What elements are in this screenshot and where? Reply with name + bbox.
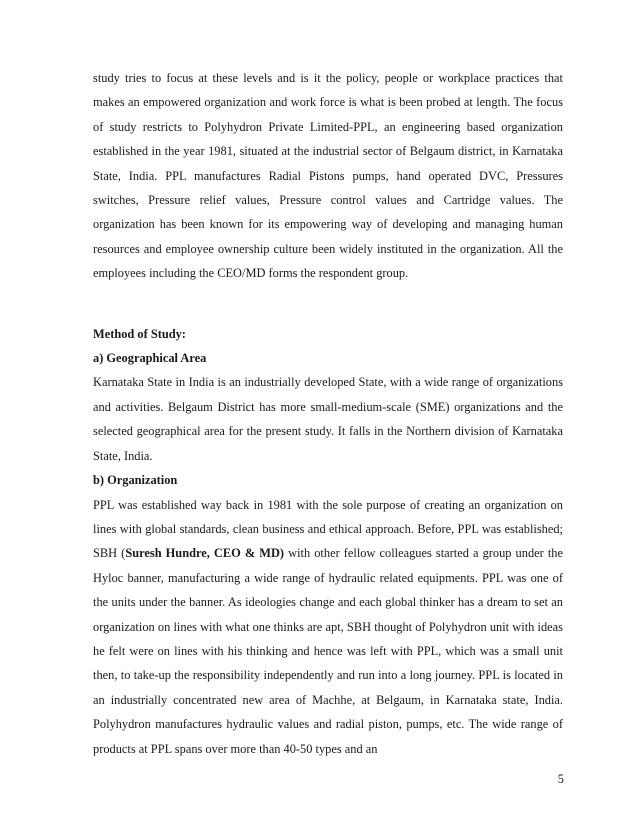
document-body: [93, 66, 563, 761]
intro-paragraph: study tries to focus at these levels and is it the policy, people or workplace practices that makes an empowered organization and work force is what is been probed at length. The focus of study restricts to Polyhydron Private Limited-PPL, an engineering based organization established in the year 1981, situated at the industrial sector of Belgaum district, in Karnataka State, India. PPL manufactures Radial Pistons pumps, hand operated DVC, Pressures switches, Pressure relief values, Pressure control values and Cartridge values. The organization has been known for its empowering way of developing and managing human resources and employee ownership culture been widely instituted in the organization. All the employees including the CEO/MD forms the respondent group.: [93, 71, 563, 281]
organization-paragraph: [93, 493, 563, 761]
geographical-area-paragraph: Karnataka State in India is an industrially developed State, with a wide range of organizations and activities. Belgaum District has more small-medium-scale (SME) organizations and the selected geographical area for the present study. It falls in the Northern division of Karnataka State, India.: [93, 375, 563, 463]
page-number: 5: [557, 772, 564, 786]
organization-heading: b) Organization: [93, 473, 178, 488]
geographical-area-heading: a) Geographical Area: [93, 351, 207, 366]
method-of-study-heading: Method of Study:: [93, 326, 186, 341]
section-spacer: [93, 286, 563, 322]
organization-text-part1: PPL was established way back in 1981 with the sole purpose of creating an organization on lines with global standards, clean business and ethical approach. Before, PPL was established; SBH (: [93, 497, 563, 561]
organization-text-bold-name: Suresh Hundre, CEO & MD): [125, 546, 285, 561]
organization-text-part2: with other fellow colleagues started a group under the Hyloc banner, manufacturing a wide range of hydraulic related equipments. PPL was one of the units under the banner. As ideologies change and each global thinker has a dream to set an organization on lines with what one thinks are apt, SBH thought of Polyhydron unit with ideas he felt were on lines with his thinking and hence was left with PPL, which was a small unit then, to take-up the responsibility independently and run into a long journey. PPL is located in an industrially concentrated new area of Machhe, at Belgaum, in Karnataka state, India. Polyhydron manufactures hydraulic values and radial piston, pumps, etc. The wide range of products at PPL spans over more than 40-50 types and an: [93, 546, 563, 756]
